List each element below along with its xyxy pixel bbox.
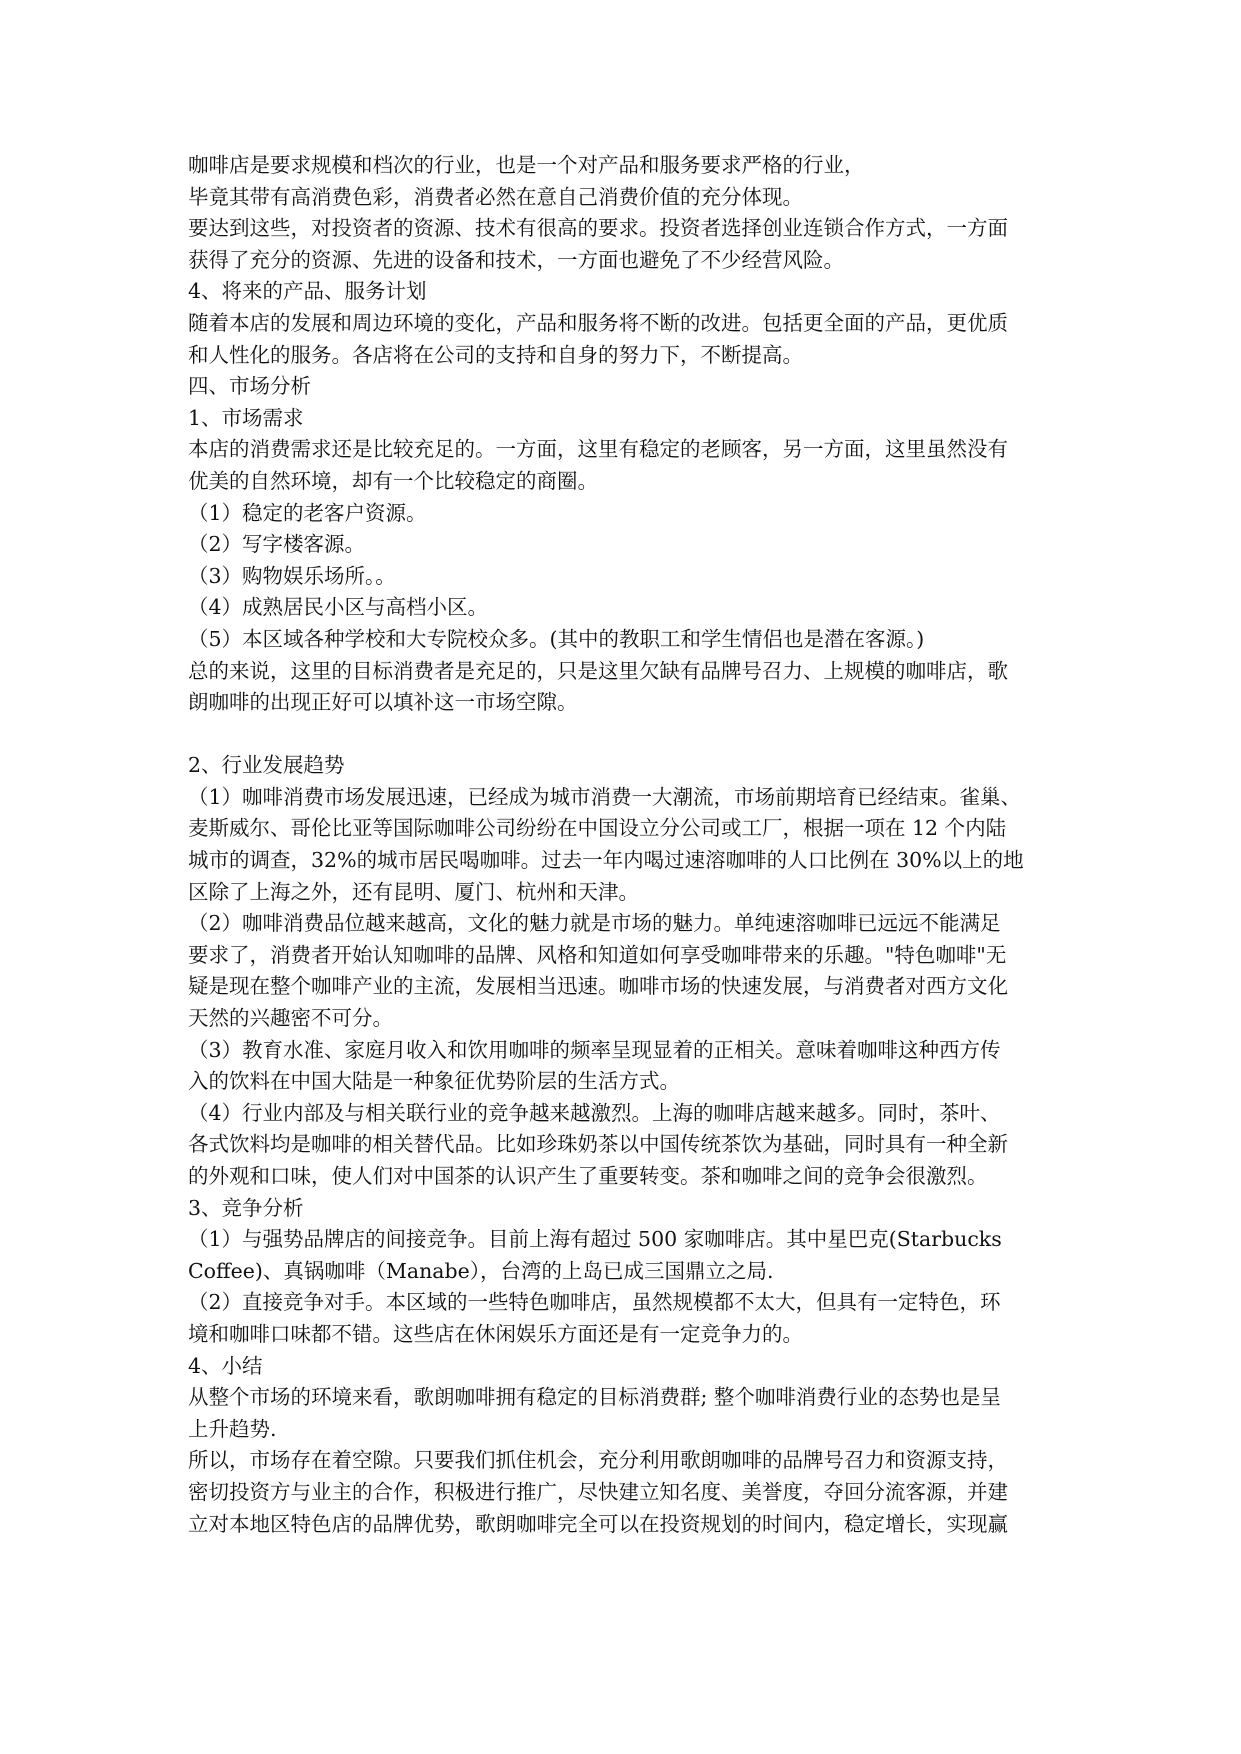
section-heading: 3、竞争分析 (188, 1195, 304, 1220)
text-line: 总的来说，这里的目标消费者是充足的，只是这里欠缺有品牌号召力、上规模的咖啡店，歌 (188, 658, 1008, 683)
section-heading: 四、市场分析 (188, 374, 311, 399)
section-heading: 4、将来的产品、服务计划 (188, 279, 427, 304)
text-line: 和人性化的服务。各店将在公司的支持和自身的努力下，不断提高。 (188, 342, 803, 367)
text-line: 的外观和口味，使人们对中国茶的认识产生了重要转变。茶和咖啡之间的竞争会很激烈。 (188, 1164, 988, 1188)
list-item: （4）成熟居民小区与高档小区。 (188, 595, 489, 620)
list-item: （3）购物娱乐场所。。 (188, 563, 396, 588)
section-heading: 4、小结 (188, 1353, 263, 1378)
text-line: 城市的调查，32%的城市居民喝咖啡。过去一年内喝过速溶咖啡的人口比例在 30%以上的地 (188, 848, 1024, 873)
text-line: 咖啡店是要求规模和档次的行业，也是一个对产品和服务要求严格的行业， (188, 153, 865, 177)
text-line: 从整个市场的环境来看，歌朗咖啡拥有稳定的目标消费群; 整个咖啡消费行业的态势也是呈 (188, 1385, 1001, 1410)
text-line: 优美的自然环境，却有一个比较稳定的商圈。 (188, 468, 598, 493)
text-line: 获得了充分的资源、先进的设备和技术，一方面也避免了不少经营风险。 (188, 247, 844, 272)
text-line: 立对本地区特色店的品牌优势，歌朗咖啡完全可以在投资规划的时间内，稳定增长，实现赢 (188, 1511, 1008, 1536)
list-item: （5）本区域各种学校和大专院校众多。(其中的教职工和学生情侣也是潜在客源。) (188, 626, 925, 651)
text-line: 疑是现在整个咖啡产业的主流，发展相当迅速。咖啡市场的快速发展，与消费者对西方文化 (188, 974, 1008, 999)
text-line: 区除了上海之外，还有昆明、厦门、杭州和天津。 (188, 879, 639, 904)
text-line: 本店的消费需求还是比较充足的。一方面，这里有稳定的老顾客，另一方面，这里虽然没有 (188, 437, 1008, 462)
text-line: （4）行业内部及与相关联行业的竞争越来越激烈。上海的咖啡店越来越多。同时，茶叶、 (188, 1100, 1001, 1125)
text-line: 麦斯威尔、哥伦比亚等国际咖啡公司纷纷在中国设立分公司或工厂，根据一项在 12 个内陆 (188, 816, 1007, 841)
text-line: 密切投资方与业主的合作，积极进行推广，尽快建立知名度、美誉度，夺回分流客源，并建 (188, 1479, 1008, 1504)
text-line: （3）教育水准、家庭月收入和饮用咖啡的频率呈现显着的正相关。意味着咖啡这种西方传 (188, 1037, 1001, 1062)
text-line: （2）直接竞争对手。本区域的一些特色咖啡店，虽然规模都不太大，但具有一定特色，环 (188, 1290, 1001, 1315)
blank-line (188, 719, 1058, 751)
text-line: 上升趋势. (188, 1416, 277, 1441)
section-heading: 2、行业发展趋势 (188, 753, 345, 778)
text-line: （1）与强势品牌店的间接竞争。目前上海有超过 500 家咖啡店。其中星巴克(Starbucks (188, 1227, 1002, 1252)
text-line: 各式饮料均是咖啡的相关替代品。比如珍珠奶茶以中国传统茶饮为基础，同时具有一种全新 (188, 1132, 1008, 1157)
text-line: 天然的兴趣密不可分。 (188, 1006, 393, 1031)
text-line: 毕竟其带有高消费色彩，消费者必然在意自己消费价值的充分体现。 (188, 184, 803, 209)
text-line: 境和咖啡口味都不错。这些店在休闲娱乐方面还是有一定竞争力的。 (188, 1321, 803, 1346)
text-line: 要达到这些，对投资者的资源、技术有很高的要求。投资者选择创业连锁合作方式，一方面 (188, 216, 1008, 241)
text-line: （2）咖啡消费品位越来越高，文化的魅力就是市场的魅力。单纯速溶咖啡已远远不能满足 (188, 911, 1001, 936)
text-line: 朗咖啡的出现正好可以填补这一市场空隙。 (188, 690, 578, 715)
list-item: （1）稳定的老客户资源。 (188, 500, 427, 525)
text-line: Coffee)、真锅咖啡（Manabe），台湾的上岛已成三国鼎立之局. (188, 1258, 774, 1283)
text-line: 入的饮料在中国大陆是一种象征优势阶层的生活方式。 (188, 1069, 680, 1094)
section-heading: 1、市场需求 (188, 405, 304, 430)
list-item: （2）写字楼客源。 (188, 532, 366, 557)
text-line: 所以，市场存在着空隙。只要我们抓住机会，充分利用歌朗咖啡的品牌号召力和资源支持， (188, 1448, 1008, 1473)
document-body (188, 150, 1058, 1540)
text-line: （1）咖啡消费市场发展迅速，已经成为城市消费一大潮流，市场前期培育已经结束。雀巢、 (188, 784, 1022, 809)
text-line: 随着本店的发展和周边环境的变化，产品和服务将不断的改进。包括更全面的产品，更优质 (188, 310, 1008, 335)
text-line: 要求了，消费者开始认知咖啡的品牌、风格和知道如何享受咖啡带来的乐趣。"特色咖啡"无 (188, 942, 1007, 967)
